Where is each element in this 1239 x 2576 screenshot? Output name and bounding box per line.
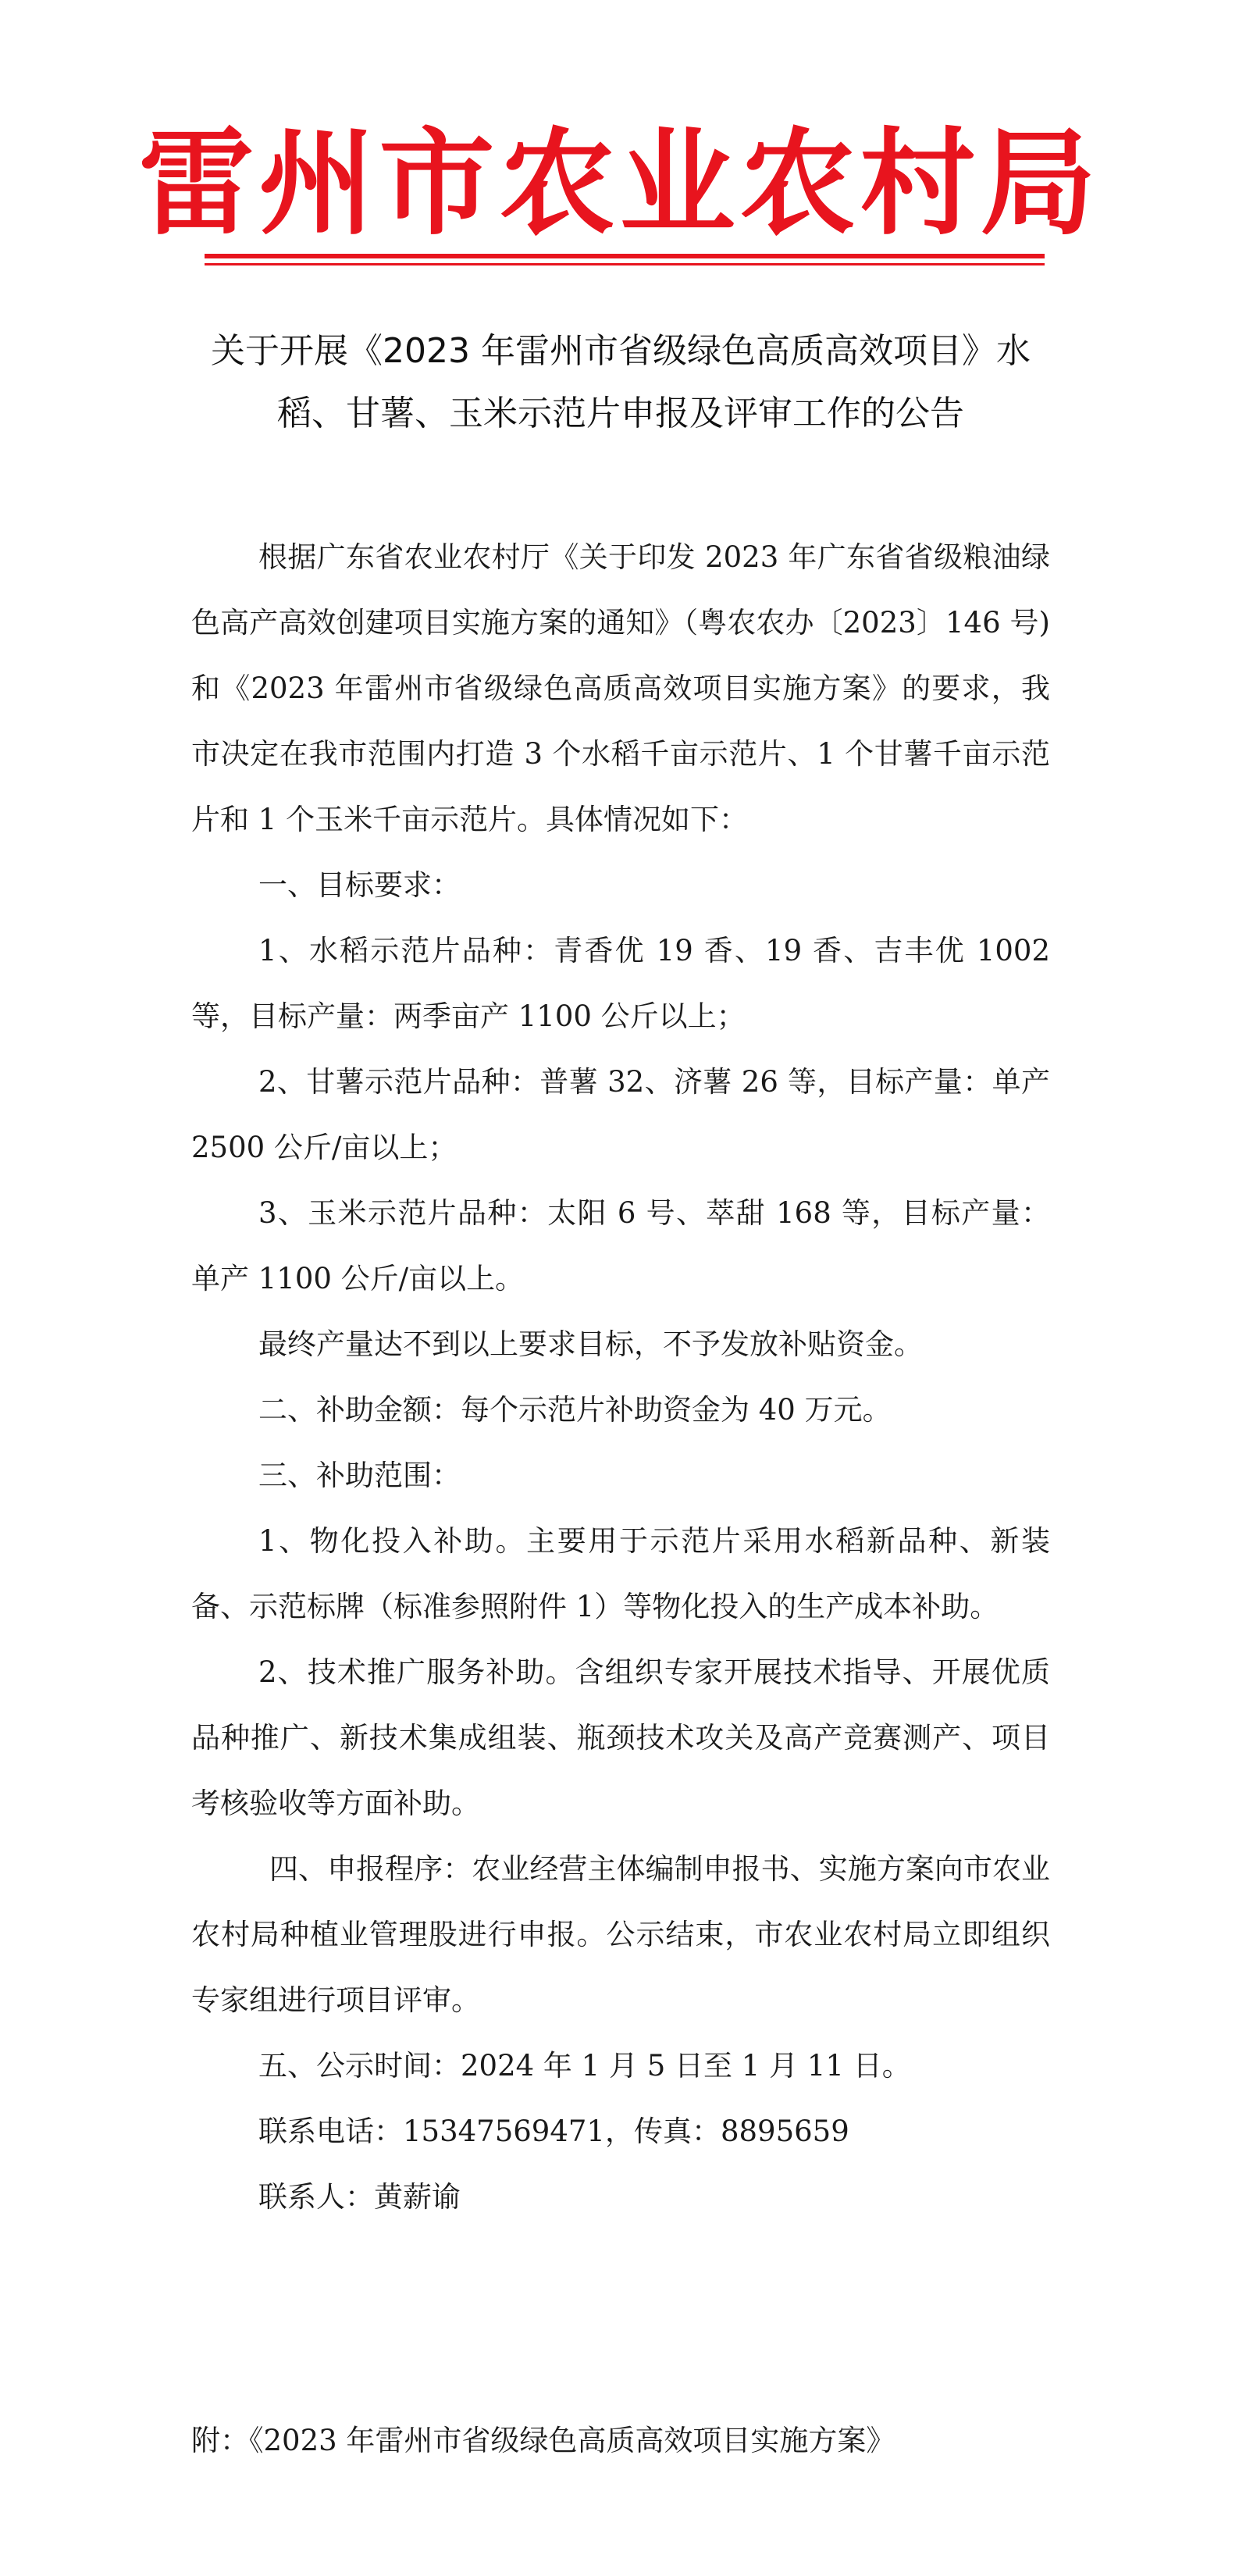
- document-title-line-1: 关于开展《2023 年雷州市省级绿色高质高效项目》水: [211, 331, 1031, 371]
- section-4-application: 四、申报程序：农业经营主体编制申报书、实施方案向市农业农村局种植业管理股进行申报。公示结束，市农业农村局立即组织专家组进行项目评审。: [191, 1852, 1050, 2017]
- section-2-subsidy-amount: 二、补助金额：每个示范片补助资金为 40 万元。: [258, 1393, 892, 1427]
- target-item-corn: 3、玉米示范片品种：太阳 6 号、萃甜 168 等，目标产量：单产 1100 公斤/亩以上。: [191, 1196, 1050, 1295]
- section-5-publicity-period: 五、公示时间：2024 年 1 月 5 日至 1 月 11 日。: [258, 2049, 911, 2083]
- attachment-line: 附：《2023 年雷州市省级绿色高质高效项目实施方案》: [191, 2424, 895, 2457]
- yield-note: 最终产量达不到以上要求目标，不予发放补贴资金。: [258, 1327, 923, 1361]
- target-item-sweet-potato: 2、甘薯示范片品种：普薯 32、济薯 26 等，目标产量：单产 2500 公斤/亩以上；: [191, 1065, 1050, 1164]
- subsidy-item-materials: 1、物化投入补助。主要用于示范片采用水稻新品种、新装备、示范标牌（标准参照附件 1）等物化投入的生产成本补助。: [191, 1524, 1050, 1623]
- document-title: [191, 320, 1050, 445]
- contact-phone: 联系电话：15347569471，传真：8895659: [258, 2115, 849, 2148]
- subsidy-item-tech-service: 2、技术推广服务补助。含组织专家开展技术指导、开展优质品种推广、新技术集成组装、瓶颈技术攻关及高产竞赛测产、项目考核验收等方面补助。: [191, 1655, 1050, 1820]
- intro-paragraph: 根据广东省农业农村厅《关于印发 2023 年广东省省级粮油绿色高产高效创建项目实施方案的通知》（粤农农办〔2023〕146 号)和《2023 年雷州市省级绿色高质高效项目实施方案》的要求，我市决定在我市范围内打造 3 个水稻千亩示范片、1 个甘薯千亩示范片和 1 个玉米千亩示范片。具体情况如下：: [191, 540, 1050, 836]
- document-title-line-2: 稻、甘薯、玉米示范片申报及评审工作的公告: [277, 394, 964, 433]
- masthead-rule-thin: [205, 263, 1045, 265]
- masthead-rule-thick: [205, 254, 1045, 258]
- section-3-heading: 三、补助范围：: [258, 1459, 461, 1492]
- contact-person: 联系人：黄薪谕: [258, 2180, 461, 2214]
- masthead-title: 雷州市农业农村局: [138, 116, 1101, 251]
- target-item-rice: 1、水稻示范片品种：青香优 19 香、19 香、吉丰优 1002 等，目标产量：两季亩产 1100 公斤以上；: [191, 934, 1050, 1033]
- document-body: [191, 525, 1050, 2230]
- section-1-heading: 一、目标要求：: [258, 868, 461, 902]
